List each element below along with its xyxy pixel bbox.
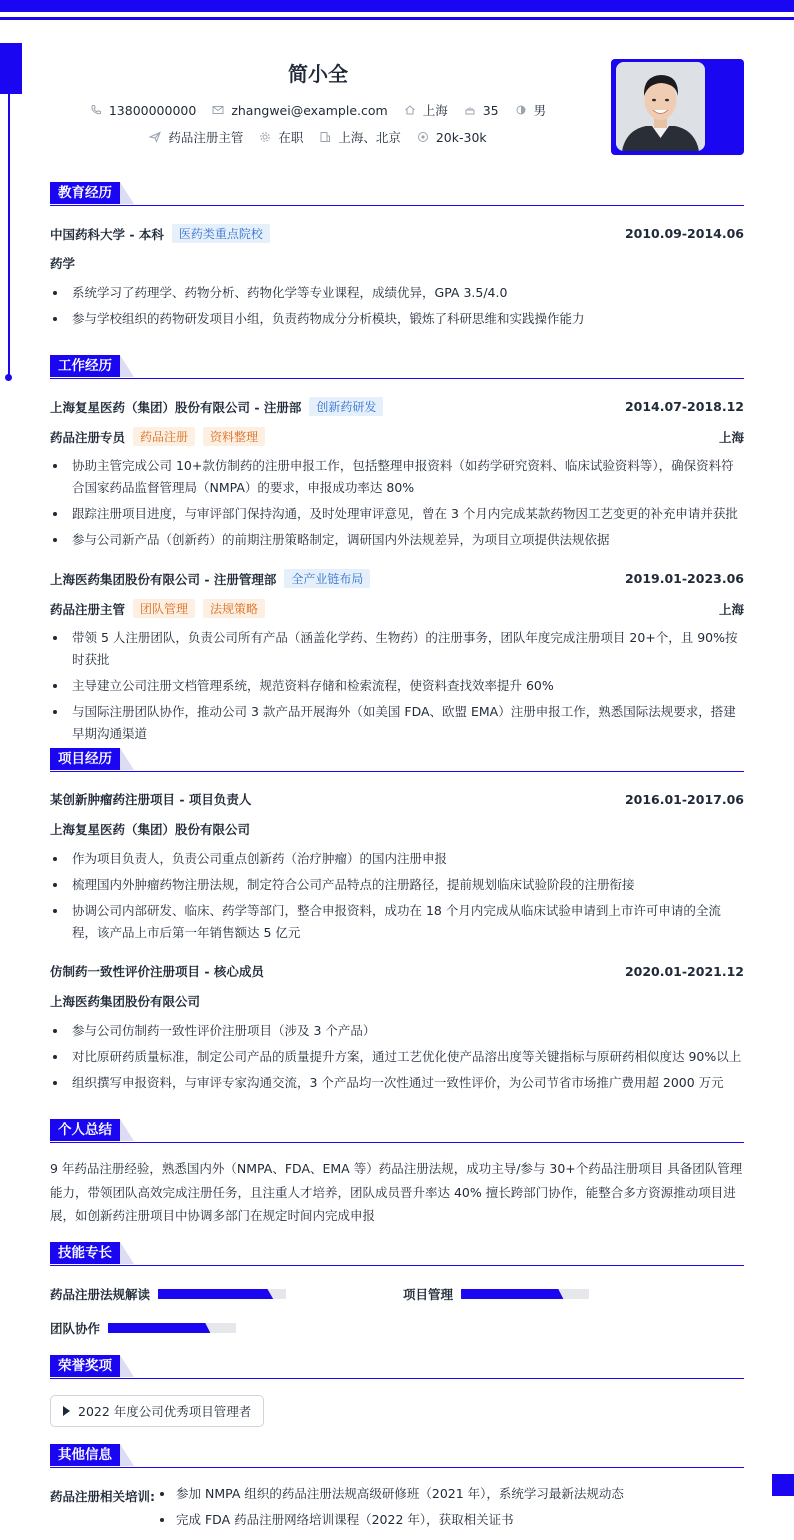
skill-item — [50, 1319, 236, 1337]
gender-text: 男 — [533, 103, 547, 118]
section-title: 工作经历 — [50, 355, 120, 377]
company-name: 上海复星医药（集团）股份有限公司 - 注册部 — [50, 399, 302, 415]
city-info — [404, 101, 448, 119]
work-location: 上海 — [718, 429, 744, 445]
role-tag: 药品注册 — [133, 427, 195, 446]
award-text: 2022 年度公司优秀项目管理者 — [78, 1404, 252, 1419]
age-info — [464, 103, 499, 118]
company-tag: 全产业链布局 — [284, 569, 370, 588]
job-intent-row — [0, 128, 636, 146]
gear-icon — [259, 131, 271, 143]
work-bullets-2 — [50, 627, 744, 749]
building-icon — [319, 131, 331, 143]
age-text: 35 — [482, 102, 499, 118]
skill-level-bar — [461, 1289, 589, 1299]
candidate-name: 简小全 — [288, 62, 348, 86]
education-major: 药学 — [50, 256, 76, 271]
email-icon — [212, 104, 224, 116]
project-company: 上海医药集团股份有限公司 — [50, 994, 201, 1009]
section-skills — [50, 1242, 744, 1266]
project-bullets-1 — [50, 848, 744, 948]
contact-row — [0, 101, 636, 119]
list-item: 主导建立公司注册文档管理系统，规范资料存储和检索流程，使资料查找效率提升 60% — [50, 675, 744, 697]
work-header-1 — [50, 397, 744, 416]
status-info — [259, 128, 303, 146]
city-text: 上海 — [422, 103, 448, 118]
project-header-1 — [50, 790, 744, 808]
role-tag: 法规策略 — [203, 599, 265, 618]
section-title: 技能专长 — [50, 1242, 120, 1264]
list-item: 作为项目负责人，负责公司重点创新药（治疗肿瘤）的国内注册申报 — [50, 848, 744, 870]
work-role-1 — [50, 427, 744, 446]
list-item: 协助主管完成公司 10+款仿制药的注册申报工作，包括整理申报资料（如药学研究资料、临床试验资料等），确保资料符合国家药品监督管理局（NMPA）的要求，申报成功率达 80% — [50, 455, 744, 499]
project-date: 2020.01-2021.12 — [624, 963, 744, 979]
list-item: 跟踪注册项目进度，与审评部门保持沟通，及时处理审评意见，曾在 3 个月内完成某款药物因工艺变更的补充申请并获批 — [50, 503, 744, 525]
work-bullets-1 — [50, 455, 744, 555]
work-date: 2014.07-2018.12 — [624, 399, 744, 414]
award-item[interactable] — [50, 1395, 264, 1427]
project-title: 仿制药一致性评价注册项目 - 核心成员 — [50, 964, 264, 979]
work-role-2 — [50, 599, 744, 618]
phone-icon — [90, 104, 102, 116]
skill-name: 药品注册法规解读 — [50, 1287, 151, 1302]
section-title: 项目经历 — [50, 748, 120, 770]
status-text: 在职 — [278, 130, 304, 145]
email-info — [212, 103, 387, 118]
email-text: zhangwei@example.com — [231, 102, 388, 118]
list-item: 系统学习了药理学、药物分析、药物化学等专业课程，成绩优异，GPA 3.5/4.0 — [50, 282, 744, 304]
salary-text: 20k-30k — [435, 129, 487, 145]
summary-text: 9 年药品注册经验，熟悉国内外（NMPA、FDA、EMA 等）药品注册法规，成功主导/参与 30+个药品注册项目 具备团队管理能力，带领团队高效完成注册任务，且注重人才培养，团队成员晋升率达 40% 擅长跨部门协作，能整合多方资源推动项目进展，如创新药注册项目中协调多部门在规定时间内完成申报 — [50, 1161, 743, 1223]
target-city-info — [319, 128, 401, 146]
project-bullets-2 — [50, 1020, 744, 1098]
list-item: 协调公司内部研发、临床、药学等部门，整合申报资料，成功在 18 个月内完成从临床试验申请到上市许可申请的全流程，该产品上市后第一年销售额达 5 亿元 — [50, 900, 744, 944]
position-text: 药品注册主管 — [168, 130, 244, 145]
section-education — [50, 182, 744, 206]
skill-level-fill — [158, 1289, 273, 1299]
role-name: 药品注册专员 — [50, 429, 126, 445]
role-tag: 资料整理 — [203, 427, 265, 446]
skill-level-bar — [158, 1289, 286, 1299]
left-timeline-dot — [5, 374, 12, 381]
phone-text: 13800000000 — [108, 102, 197, 118]
top-accent-line — [0, 17, 794, 20]
section-title: 个人总结 — [50, 1119, 120, 1141]
salary-info — [417, 130, 487, 145]
skill-level-fill — [108, 1323, 210, 1333]
project-date: 2016.01-2017.06 — [624, 791, 744, 807]
list-item: 与国际注册团队协作，推动公司 3 款产品开展海外（如美国 FDA、欧盟 EMA）注册申报工作，熟悉国际法规要求，搭建早期沟通渠道 — [50, 701, 744, 745]
profile-photo-frame — [611, 59, 744, 155]
skill-item — [50, 1285, 286, 1303]
skill-level-fill — [461, 1289, 563, 1299]
list-item: 参与公司仿制药一致性评价注册项目（涉及 3 个产品） — [50, 1020, 744, 1042]
send-icon — [149, 131, 161, 143]
work-date: 2019.01-2023.06 — [624, 571, 744, 586]
company-tag: 创新药研发 — [309, 397, 383, 416]
project-title: 某创新肿瘤药注册项目 - 项目负责人 — [50, 792, 252, 807]
home-icon — [404, 104, 416, 116]
coin-icon — [417, 131, 429, 143]
position-info — [149, 128, 243, 146]
list-item: 参与学校组织的药物研发项目小组，负责药物成分分析模块，锻炼了科研思维和实践操作能力 — [50, 308, 744, 330]
education-header — [50, 224, 744, 243]
project-company: 上海复星医药（集团）股份有限公司 — [50, 822, 251, 837]
cake-icon — [464, 104, 476, 116]
section-title: 教育经历 — [50, 182, 120, 204]
play-triangle-icon — [63, 1406, 70, 1416]
section-title: 其他信息 — [50, 1444, 120, 1466]
gender-icon — [515, 104, 527, 116]
list-item: 参加 NMPA 组织的药品注册法规高级研修班（2021 年），系统学习最新法规动态 — [160, 1483, 760, 1505]
list-item: 完成 FDA 药品注册网络培训课程（2022 年），获取相关证书 — [160, 1509, 760, 1531]
work-header-2 — [50, 569, 744, 588]
skill-name: 项目管理 — [403, 1287, 454, 1302]
bottom-right-accent-block — [772, 1474, 794, 1496]
skill-item — [403, 1285, 589, 1303]
top-accent-bar — [0, 0, 794, 12]
work-location: 上海 — [718, 601, 744, 617]
list-item: 带领 5 人注册团队，负责公司所有产品（涵盖化学药、生物药）的注册事务，团队年度完成注册项目 20+个，且 90%按时获批 — [50, 627, 744, 671]
other-list — [160, 1483, 760, 1535]
education-date: 2010.09-2014.06 — [624, 226, 744, 241]
skill-level-bar — [108, 1323, 236, 1333]
skill-name: 团队协作 — [50, 1321, 101, 1336]
target-city-text: 上海、北京 — [338, 130, 401, 145]
other-label: 药品注册相关培训: — [50, 1489, 155, 1504]
list-item: 梳理国内外肿瘤药物注册法规，制定符合公司产品特点的注册路径，提前规划临床试验阶段的注册衔接 — [50, 874, 744, 896]
education-bullets — [50, 282, 744, 334]
list-item: 组织撰写申报资料，与审评专家沟通交流，3 个产品均一次性通过一致性评价，为公司节省市场推广费用超 2000 万元 — [50, 1072, 744, 1094]
section-summary — [50, 1119, 744, 1143]
list-item: 参与公司新产品（创新药）的前期注册策略制定，调研国内外法规差异，为项目立项提供法规依据 — [50, 529, 744, 551]
section-other — [50, 1444, 744, 1468]
avatar-illustration — [616, 62, 705, 151]
section-awards — [50, 1355, 744, 1379]
school-name: 中国药科大学 - 本科 — [50, 226, 164, 242]
project-header-2 — [50, 962, 744, 980]
school-tag: 医药类重点院校 — [172, 224, 270, 243]
profile-photo — [616, 62, 705, 151]
section-work — [50, 355, 744, 379]
role-tag: 团队管理 — [133, 599, 195, 618]
role-name: 药品注册主管 — [50, 601, 126, 617]
gender-info — [515, 101, 547, 119]
list-item: 对比原研药质量标准，制定公司产品的质量提升方案，通过工艺优化使产品溶出度等关键指标与原研药相似度达 90%以上 — [50, 1046, 744, 1068]
company-name: 上海医药集团股份有限公司 - 注册管理部 — [50, 571, 277, 587]
phone-info — [90, 103, 196, 118]
section-project — [50, 748, 744, 772]
section-title: 荣誉奖项 — [50, 1355, 120, 1377]
